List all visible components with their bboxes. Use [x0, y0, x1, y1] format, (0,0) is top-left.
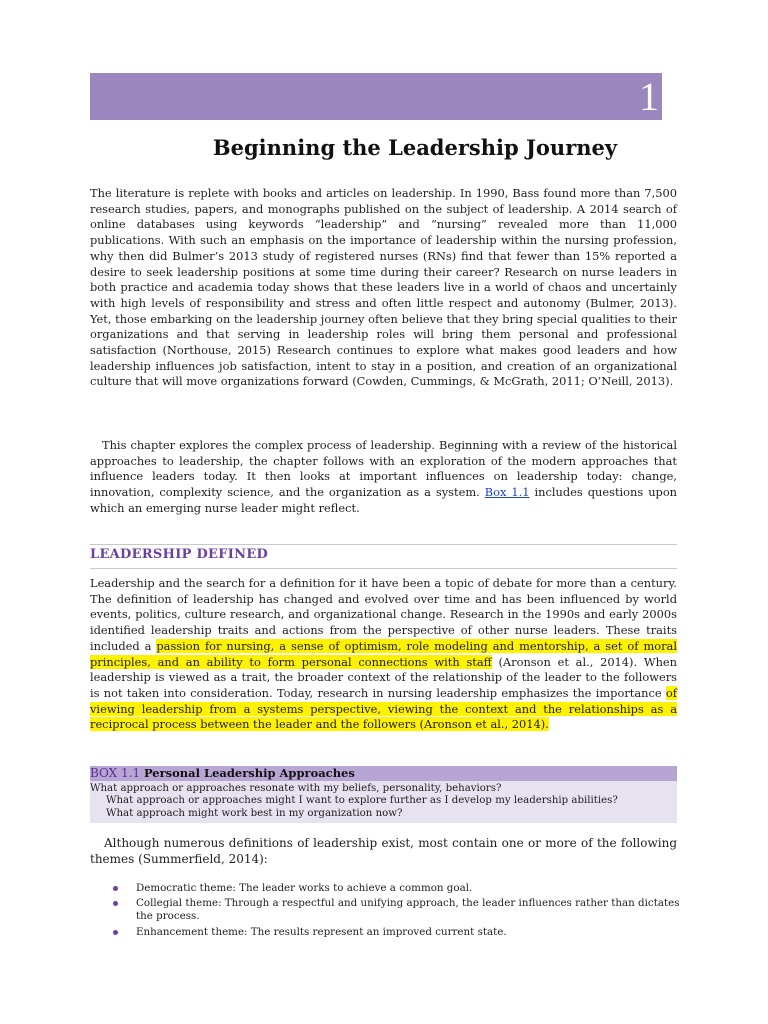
box-header [90, 766, 677, 781]
box-question-2: What approach or approaches might I want to explore further as I develop my leadership abilities? [106, 795, 618, 807]
intro-paragraph-2-tail: includes questions upon which an emerging nurse leader might reflect. [90, 485, 678, 515]
box-label: BOX 1.1 [90, 766, 141, 780]
themes-list [110, 882, 680, 941]
intro-paragraph-2 [90, 438, 677, 517]
highlighted-text-1: passion for nursing, a sense of optimism, role modeling and mentorship, a set of moral principles, and an ability to form personal connections with staff [90, 638, 677, 669]
list-item [110, 926, 680, 939]
chapter-title: Beginning the Leadership Journey [212, 135, 618, 160]
section-paragraph-text-2: (Aronson et al., 2014). When leadership is viewed as a trait, the broader context of the relationship of the leader to the followers is not taken into consideration. Today, research in nursing leadership emphasizes the importance [90, 654, 677, 700]
bullet-icon [113, 930, 118, 935]
bullet-icon [113, 886, 118, 891]
list-item-text: Democratic theme: The leader works to achieve a common goal. [136, 882, 473, 894]
section-paragraph-text-1: Leadership and the search for a definition for it have been a topic of debate for more than a century. The definition of leadership has changed and evolved over time and has been influenced by world events, politics, culture research, and organizational change. Research in the 1990s and early 2000s identified leadership traits and actions from the perspective of other nurse leaders. These traits included a [90, 576, 677, 653]
highlighted-text-2: of viewing leadership from a systems perspective, viewing the context and the relationships as a reciprocal process between the leader and the followers (Aronson et al., 2014). [90, 685, 677, 732]
section-divider-bottom [90, 568, 677, 569]
list-item-text: Collegial theme: Through a respectful and unifying approach, the leader influences rather than dictates the process. [136, 897, 680, 923]
bullet-icon [113, 901, 118, 906]
section-paragraph [90, 576, 677, 733]
box-title: Personal Leadership Approaches [143, 766, 355, 780]
themes-intro: Although numerous definitions of leadership exist, most contain one or more of the following themes (Summerfield, 2014): [90, 836, 677, 866]
list-item-text: Enhancement theme: The results represent an improved current state. [136, 925, 507, 938]
list-item [110, 897, 680, 923]
section-divider-top [90, 544, 677, 545]
chapter-number: 1 [639, 74, 659, 119]
box-1-1-link[interactable]: Box 1.1 [484, 485, 530, 500]
intro-paragraph-1: The literature is replete with books and articles on leadership. In 1990, Bass found more than 7,500 research studies, papers, and monographs published on the subject of leadership. A 2014 search of online databases using keywords “leadership” and “nursing” revealed more than 11,000 publications. With such an emphasis on the importance of leadership within the nursing profession, why then did Bulmer’s 2013 study of registered nurses (RNs) find that fewer than 15% reported a desire to seek leadership positions at some time during their career? Research on nurse leaders in both practice and academia today shows that these leaders live in a world of chaos and uncertainly with high levels of responsibility and stress and often little respect and autonomy (Bulmer, 2013). Yet, those embarking on the leadership journey often believe that they bring special qualities to their organizations and that serving in leadership roles will bring them personal and professional satisfaction (Northouse, 2015) Research continues to explore what makes good leaders and how leadership influences job satisfaction, intent to stay in a position, and creation of an organizational culture that will move organizations forward (Cowden, Cummings, & McGrath, 2011; O’Neill, 2013). [90, 186, 677, 389]
box-1-1 [90, 766, 677, 823]
box-body [90, 781, 677, 823]
box-question-1: What approach or approaches resonate with my beliefs, personality, behaviors? [90, 783, 502, 794]
chapter-number-bar [90, 73, 662, 120]
intro-paragraph-2-text: This chapter explores the complex process of leadership. Beginning with a review of the historical approaches to leadership, the chapter follows with an exploration of the modern approaches that influence leaders today. It then looks at important influences on leadership today: change, innovation, complexity science, and the organization as a system. [90, 438, 677, 500]
section-heading: LEADERSHIP DEFINED [90, 547, 269, 562]
box-question-3: What approach might work best in my organization now? [106, 807, 403, 819]
list-item [110, 882, 680, 895]
